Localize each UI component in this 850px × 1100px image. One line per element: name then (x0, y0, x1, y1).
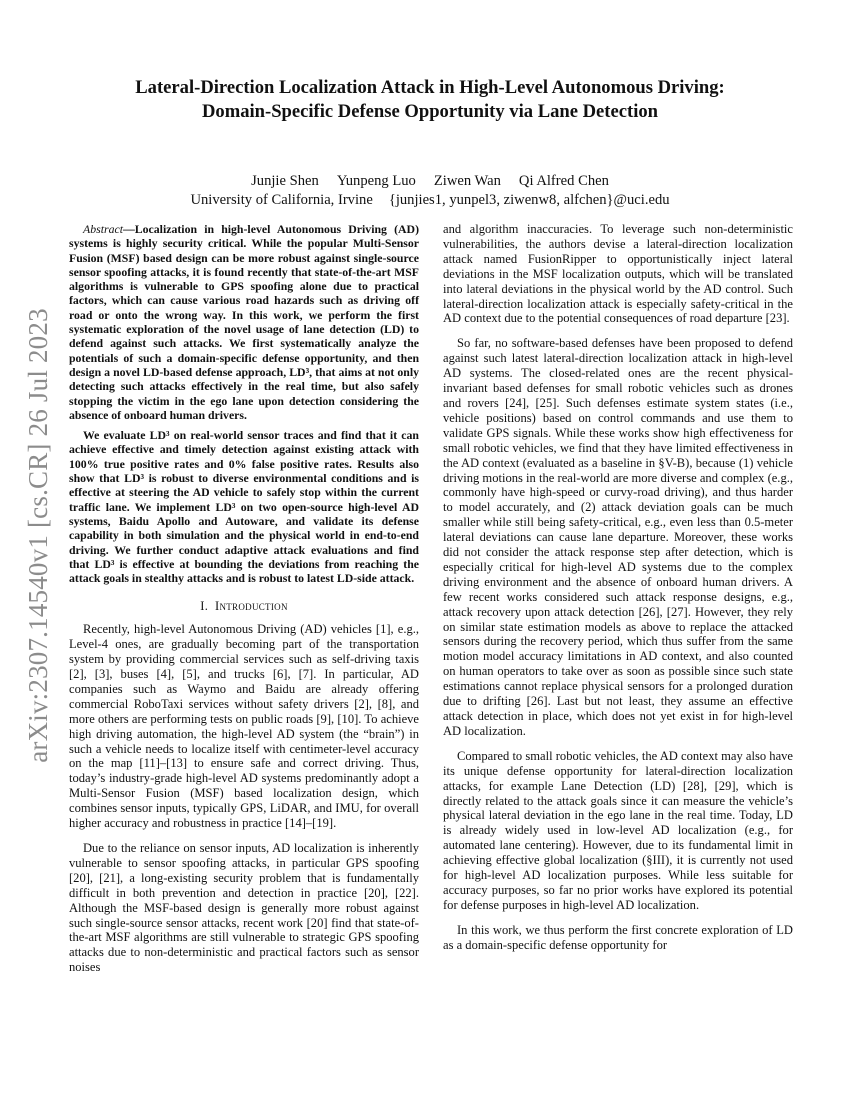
author-name: Junjie Shen (251, 173, 319, 189)
author-name: Qi Alfred Chen (518, 173, 609, 189)
paper-title (90, 76, 770, 124)
author-emails: {junjies1, yunpel3, ziwenw8, alfchen}@uci.edu (388, 192, 670, 208)
section-number: I. (200, 599, 209, 614)
author-affiliation-line (90, 191, 770, 210)
right-column (443, 222, 793, 953)
title-line-2: Domain-Specific Defense Opportunity via Lane Detection (201, 101, 659, 122)
abstract-paragraph-1: —Localization in high-level Autonomous Driving (AD) systems is highly security critical. While the popular Multi-Sensor Fusion (MSF) based design can be more robust against single-source sensor spoofing attacks, it is found recently that state-of-the-art MSF algorithms is vulnerable to GPS spoofing alone due to practical factors, which can cause various road hazards such as driving off road or onto the wrong way. In this work, we perform the first systematic exploration of the novel usage of lane detection (LD) to defend against such attacks. We first systematically analyze the potentials of such a domain-specific defense opportunity, and then design a novel LD-based defense approach, LD³, that aims at not only detecting such attacks effectively in the real time, but also safely stopping the victim in the ego lane upon detection considering the absence of onboard human drivers. (69, 222, 419, 422)
author-names (90, 172, 770, 191)
author-name: Yunpeng Luo (336, 173, 416, 189)
arxiv-identifier: arXiv:2307.14540v1 [cs.CR] 26 Jul 2023 (22, 307, 53, 763)
author-block (90, 172, 770, 210)
left-column (69, 222, 419, 975)
affiliation: University of California, Irvine (190, 192, 373, 208)
intro-paragraph-1: Recently, high-level Autonomous Driving (AD) vehicles [1], e.g., Level-4 ones, are gradually becoming part of the transportation system by providing commercial services such as self-driving taxis [2], [3], buses [4], [5], and trucks [6], [7]. In particular, AD companies such as Waymo and Baidu are already offering commercial RoboTaxi services without safety drivers [2], [8], and more others are performing tests on public roads [9], [10]. To achieve high driving automation, the high-level AD system (the “brain”) in such a vehicle needs to localize itself with centimeter-level accuracy on the map [11]–[13] to ensure safe and correct driving. Thus, today’s industry-grade high-level AD systems predominantly adopt a Multi-Sensor Fusion (MSF) based localization design, which combines sensor inputs, typically GPS, LiDAR, and IMU, for overall higher accuracy and robustness in practice [14]–[19]. (69, 622, 419, 831)
intro-paragraph-3: So far, no software-based defenses have been proposed to defend against such latest lateral-direction localization attack in high-level AD systems. The closed-related ones are the recent physical-invariant based defenses for small robotic vehicles such as drones and rovers [24], [25]. Such defenses estimate system states (i.e., vehicle positions) based on control commands and use them to validate GPS signals. While these works show high effectiveness for small robotic vehicles, we find that they have limited effectiveness in the AD context (evaluated as a baseline in §V-B), because (1) vehicle driving motions in the real-world are more diverse and complex (e.g., commonly have high-speed or curvy-road driving), and thus harder to model accurately, and (2) attack deviation goals can be much smaller while still being safety-critical, e.g., even less than 0.5-meter lateral deviations can cause lane departure. Moreover, these works did not consider the attack response step after detection, which is especially critical for high-level AD systems due to the complex driving environment and the absence of onboard human drivers. A few recent works considered such attack response designs, e.g., attack recovery upon attack detection [26], [27]. However, they rely on similar state estimation models as above to replace the attacked sensors during the recovery period, which thus suffer from the same motion model accuracy limitations in AD context, and also counted on human operators to take over as soon as possible since such state estimations cannot replace physical sensors for a prolonged duration due to drifting [26]. Last but not least, they assume an effective attack detection in place, which does not yet exist in for high-level AD localization. (443, 336, 793, 738)
arxiv-sidebar-stamp (18, 300, 58, 770)
intro-paragraph-5: In this work, we thus perform the first concrete exploration of LD as a domain-specific defense opportunity for (443, 922, 793, 952)
abstract (69, 222, 419, 585)
abstract-paragraph-2: We evaluate LD³ on real-world sensor traces and find that it can achieve effective and timely detection against existing attack with 100% true positive rates and 0% false positive rates. Results also show that LD³ is robust to diverse environmental conditions and is effective at steering the AD vehicle to safely stop within the current traffic lane. We implement LD³ on two open-source high-level AD systems, Baidu Apollo and Autoware, and validate its defense capability in both simulation and the physical world in end-to-end driving. We further conduct adaptive attack evaluations and find that LD³ is effective at bounding the deviations from reaching the attack goals in stealthy attacks and is robust to latest LD-side attack. (69, 428, 419, 586)
intro-paragraph-4: Compared to small robotic vehicles, the AD context may also have its unique defense opportunity for lateral-direction localization attacks, for example Lane Detection (LD) [28], [29], which is directly related to the attack goals since it can measure the vehicle’s physical lateral deviation in the ego lane in the real time. Today, LD is already widely used in low-level AD localization (e.g., for automated lane centering). However, due to its fundamental limit in achieving effective global localization (§III), it is currently not used for high-level AD localization purposes. While less suitable for accuracy purposes, so far no prior works have explored its potential for defense purposes in high-level AD localization. (443, 748, 793, 912)
author-name: Ziwen Wan (433, 173, 501, 189)
intro-paragraph-2-continued: and algorithm inaccuracies. To leverage such non-deterministic vulnerabilities, the authors devise a lateral-direction localization attack named FusionRipper to opportunistically inject lateral deviations in the MSF localization outputs, which will be translated into lateral deviations in the physical world by the AD control. Such lateral-direction localization attack is especially safety-critical in the AD context due to the potential consequences of road departure [23]. (443, 222, 793, 326)
title-line-1: Lateral-Direction Localization Attack in High-Level Autonomous Driving: (135, 77, 725, 98)
abstract-label: Abstract (83, 222, 123, 236)
section-heading-introduction (69, 599, 419, 614)
section-title: Introduction (214, 599, 288, 614)
intro-paragraph-2: Due to the reliance on sensor inputs, AD localization is inherently vulnerable to sensor spoofing attacks, in particular GPS spoofing [20], [21], a long-existing security problem that is fundamentally difficult in both prevention and detection in practice [20], [22]. Although the MSF-based design is generally more robust against such single-source sensor attacks, recent work [20] find that state-of-the-art MSF algorithms are still vulnerable to strategic GPS spoofing attacks due to non-deterministic and practical factors such as sensor noises (69, 841, 419, 975)
